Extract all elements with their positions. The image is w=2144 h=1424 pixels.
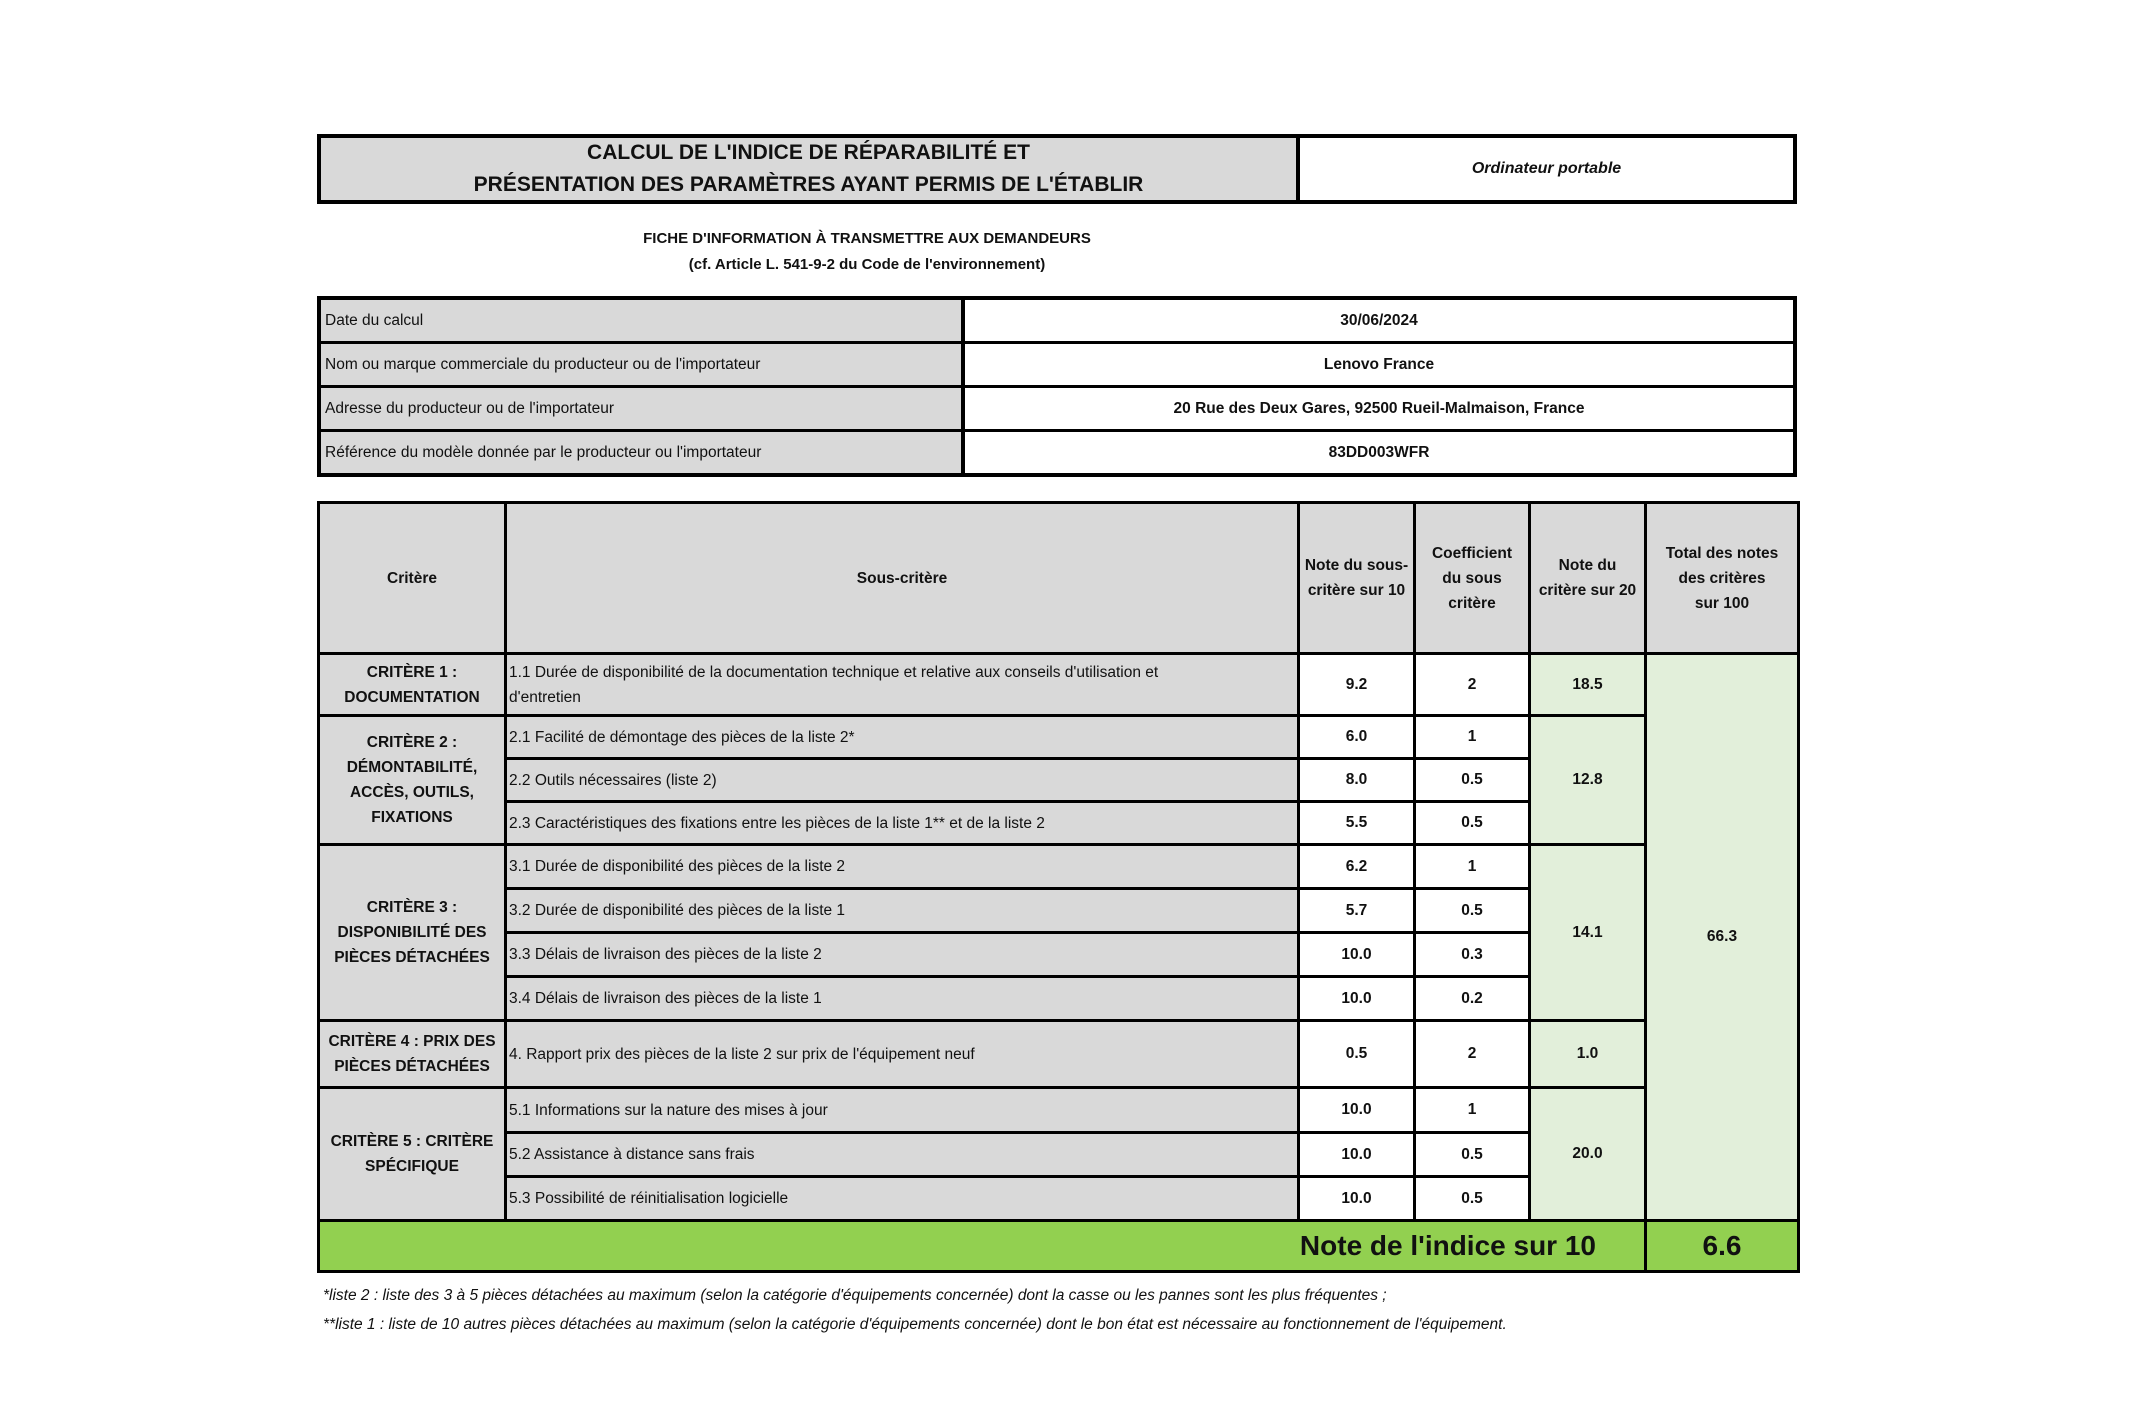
info-label: Référence du modèle donnée par le producteur ou l'importateur	[321, 432, 965, 473]
criterion-line: SPÉCIFIQUE	[365, 1158, 459, 1175]
criterion-line: DOCUMENTATION	[344, 688, 480, 706]
sub-criterion-line: d'entretien	[509, 688, 581, 706]
criterion-line: CRITÈRE 1 :	[366, 663, 458, 681]
sub-criterion-3-2: 3.2 Durée de disponibilité des pièces de la liste 1	[506, 889, 1299, 933]
table-row	[319, 845, 1799, 889]
info-row-address	[321, 388, 1793, 432]
final-row	[319, 1221, 1799, 1272]
criterion-line: DISPONIBILITÉ DES	[337, 924, 487, 941]
info-value: 30/06/2024	[1340, 311, 1418, 329]
header-line: Note du sous-	[1304, 557, 1409, 574]
sub-coefficient: 0.5	[1415, 1133, 1530, 1177]
info-label: Adresse du producteur ou de l'importateur	[321, 388, 965, 429]
header-line: Coefficient	[1431, 544, 1513, 562]
subtitle	[317, 226, 1417, 278]
criterion-3-label	[319, 845, 506, 1021]
header-box	[317, 134, 1797, 204]
sub-score: 10.0	[1299, 1088, 1415, 1133]
info-table	[317, 296, 1797, 477]
sub-coefficient: 0.2	[1415, 977, 1530, 1021]
sub-score: 10.0	[1299, 977, 1415, 1021]
sub-coefficient: 0.5	[1415, 889, 1530, 933]
title-line-2: PRÉSENTATION DES PARAMÈTRES AYANT PERMIS DE L'ÉTABLIR	[473, 173, 1144, 196]
sub-criterion-2-1: 2.1 Facilité de démontage des pièces de la liste 2*	[506, 716, 1299, 759]
header-line: critère	[1448, 594, 1496, 612]
criterion-3-note: 14.1	[1530, 845, 1646, 1021]
criterion-5-note: 20.0	[1530, 1088, 1646, 1221]
criterion-line: ACCÈS, OUTILS,	[349, 784, 474, 801]
info-label: Date du calcul	[321, 300, 965, 341]
sub-score: 6.0	[1299, 716, 1415, 759]
col-critere: Critère	[319, 503, 506, 654]
sub-coefficient: 1	[1415, 716, 1530, 759]
col-total	[1646, 503, 1799, 654]
criterion-line: CRITÈRE 2 :	[366, 734, 458, 751]
criterion-line: PIÈCES DÉTACHÉES	[334, 1058, 490, 1075]
sub-score: 5.7	[1299, 889, 1415, 933]
criterion-1-label	[319, 654, 506, 716]
sub-criterion-3-1: 3.1 Durée de disponibilité des pièces de la liste 2	[506, 845, 1299, 889]
col-note-critere	[1530, 503, 1646, 654]
final-score: 6.6	[1646, 1221, 1799, 1272]
sub-score: 10.0	[1299, 1177, 1415, 1221]
criterion-line: CRITÈRE 3 :	[366, 899, 458, 916]
header-line: critère sur 10	[1307, 582, 1406, 599]
criterion-2-label	[319, 716, 506, 845]
product-type: Ordinateur portable	[1471, 160, 1622, 177]
header-line: du sous	[1442, 569, 1502, 587]
info-row-date	[321, 300, 1793, 344]
sub-criterion-5-2: 5.2 Assistance à distance sans frais	[506, 1133, 1299, 1177]
sub-criterion-5-1: 5.1 Informations sur la nature des mises à jour	[506, 1088, 1299, 1133]
criterion-1-note: 18.5	[1530, 654, 1646, 716]
info-label: Nom ou marque commerciale du producteur ou de l'importateur	[321, 344, 965, 385]
sub-score: 0.5	[1299, 1021, 1415, 1088]
subtitle-line-1: FICHE D'INFORMATION À TRANSMETTRE AUX DEMANDEURS	[643, 230, 1091, 247]
col-coefficient	[1415, 503, 1530, 654]
criterion-line: CRITÈRE 5 : CRITÈRE	[330, 1133, 494, 1150]
sub-coefficient: 0.5	[1415, 759, 1530, 802]
sub-score: 6.2	[1299, 845, 1415, 889]
criterion-line: PIÈCES DÉTACHÉES	[334, 949, 490, 966]
sub-score: 5.5	[1299, 802, 1415, 845]
criterion-line: CRITÈRE 4 : PRIX DES	[328, 1033, 496, 1050]
header-line: sur 100	[1694, 594, 1750, 612]
table-row	[319, 716, 1799, 759]
info-value: Lenovo France	[1323, 355, 1435, 373]
sub-coefficient: 0.5	[1415, 1177, 1530, 1221]
sub-coefficient: 2	[1415, 1021, 1530, 1088]
table-row	[319, 1021, 1799, 1088]
info-row-brand	[321, 344, 1793, 388]
info-value: 20 Rue des Deux Gares, 92500 Rueil-Malmaison, France	[1173, 399, 1585, 417]
criterion-4-note: 1.0	[1530, 1021, 1646, 1088]
sub-coefficient: 0.5	[1415, 802, 1530, 845]
sub-criterion-5-3: 5.3 Possibilité de réinitialisation logicielle	[506, 1177, 1299, 1221]
criterion-5-label	[319, 1088, 506, 1221]
sub-coefficient: 0.3	[1415, 933, 1530, 977]
subtitle-line-2: (cf. Article L. 541-9-2 du Code de l'environnement)	[688, 256, 1046, 273]
sub-criterion-3-3: 3.3 Délais de livraison des pièces de la liste 2	[506, 933, 1299, 977]
criterion-4-label	[319, 1021, 506, 1088]
footnote-1: *liste 2 : liste des 3 à 5 pièces détachées au maximum (selon la catégorie d'équipements concernée) dont la casse ou les pannes sont les plus fréquentes ;	[323, 1287, 1387, 1304]
table-header-row	[319, 503, 1799, 654]
sub-score: 10.0	[1299, 933, 1415, 977]
header-line: Total des notes	[1665, 544, 1779, 562]
sub-coefficient: 2	[1415, 654, 1530, 716]
sub-criterion-3-4: 3.4 Délais de livraison des pièces de la liste 1	[506, 977, 1299, 1021]
criterion-line: DÉMONTABILITÉ,	[346, 759, 478, 776]
sub-coefficient: 1	[1415, 1088, 1530, 1133]
sub-criterion-2-2: 2.2 Outils nécessaires (liste 2)	[506, 759, 1299, 802]
header-line: critère sur 20	[1538, 582, 1637, 599]
sub-score: 10.0	[1299, 1133, 1415, 1177]
table-row	[319, 654, 1799, 716]
repairability-sheet	[317, 134, 1797, 1339]
page-title	[321, 138, 1300, 200]
footnote-2: **liste 1 : liste de 10 autres pièces détachées au maximum (selon la catégorie d'équipements concernée) dont le bon état est nécessaire au fonctionnement de l'équipement.	[323, 1316, 1507, 1333]
sub-score: 8.0	[1299, 759, 1415, 802]
total-score: 66.3	[1646, 654, 1799, 1221]
info-row-model	[321, 432, 1793, 473]
title-line-1: CALCUL DE L'INDICE DE RÉPARABILITÉ ET	[587, 141, 1030, 164]
col-note-sous-critere	[1299, 503, 1415, 654]
header-line: Note du	[1558, 557, 1617, 574]
final-label: Note de l'indice sur 10	[319, 1221, 1646, 1272]
header-line: des critères	[1678, 569, 1766, 587]
info-value: 83DD003WFR	[1328, 443, 1430, 461]
criterion-line: FIXATIONS	[371, 809, 453, 826]
sub-criterion-line: 1.1 Durée de disponibilité de la documentation technique et relative aux conseils d'utilisation et	[509, 663, 1159, 681]
col-sous-critere: Sous-critère	[506, 503, 1299, 654]
criterion-2-note: 12.8	[1530, 716, 1646, 845]
sub-criterion-2-3: 2.3 Caractéristiques des fixations entre les pièces de la liste 1** et de la liste 2	[506, 802, 1299, 845]
sub-criterion-1-1	[506, 654, 1299, 716]
sub-criterion-4: 4. Rapport prix des pièces de la liste 2 sur prix de l'équipement neuf	[506, 1021, 1299, 1088]
criteria-table	[317, 501, 1800, 1273]
table-row	[319, 1088, 1799, 1133]
sub-score: 9.2	[1299, 654, 1415, 716]
footnotes	[317, 1281, 1797, 1339]
sub-coefficient: 1	[1415, 845, 1530, 889]
